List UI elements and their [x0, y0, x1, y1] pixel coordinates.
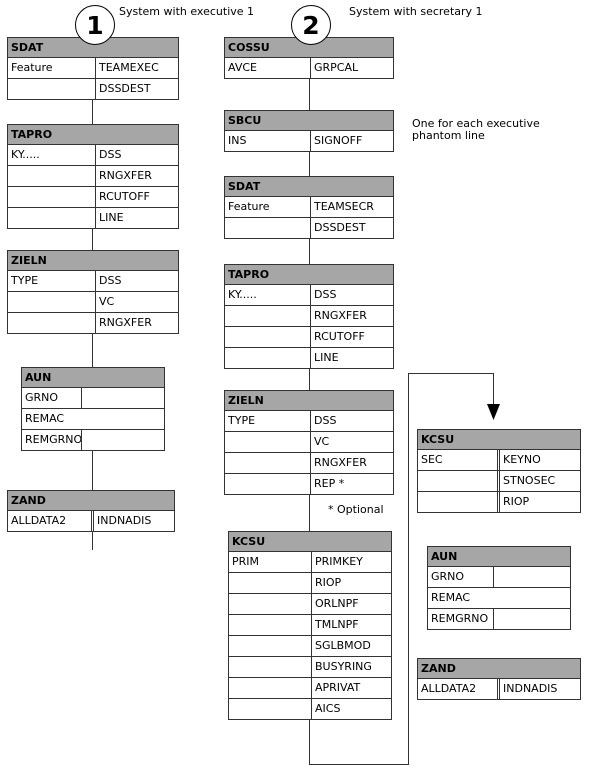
table-cell: GRNO	[25, 391, 59, 404]
table-cell	[229, 699, 311, 719]
table-row	[428, 609, 570, 629]
table-row	[225, 453, 393, 474]
table-row	[8, 292, 178, 313]
table-cell: RIOP	[311, 573, 341, 593]
table-cell	[8, 166, 95, 186]
table-sdat-exec	[7, 37, 179, 100]
table-row	[225, 58, 393, 78]
table-row	[229, 699, 391, 719]
table-row	[225, 432, 393, 453]
table-row	[8, 145, 178, 166]
table-cell: DSS	[95, 145, 121, 165]
table-cell	[225, 327, 310, 347]
table-row	[229, 678, 391, 699]
table-title: KCSU	[229, 532, 391, 552]
system-2-caption: System with secretary 1	[349, 5, 483, 18]
table-row	[418, 450, 580, 471]
table-cell: Feature	[11, 61, 53, 74]
table-cell: SEC	[421, 453, 443, 466]
table-cell	[229, 594, 311, 614]
table-cell: REMAC	[25, 412, 65, 425]
table-cell: DSS	[310, 411, 336, 431]
table-title: ZAND	[418, 659, 580, 679]
table-cell: RNGXFER	[310, 453, 367, 473]
table-row	[225, 218, 393, 238]
table-aun-exec	[21, 367, 165, 451]
table-cell	[225, 348, 310, 368]
table-cell: BUSYRING	[311, 657, 372, 677]
table-cell	[229, 678, 311, 698]
table-row	[225, 285, 393, 306]
table-row	[428, 588, 570, 609]
table-cell: PRIMKEY	[311, 552, 363, 572]
table-zieln-exec	[7, 250, 179, 334]
table-cell: APRIVAT	[311, 678, 360, 698]
table-title: TAPRO	[225, 265, 393, 285]
table-cell: ALLDATA2	[421, 682, 477, 695]
table-sbcu	[224, 110, 394, 152]
table-title: ZIELN	[225, 391, 393, 411]
table-row	[8, 271, 178, 292]
table-cell: STNOSEC	[497, 471, 555, 491]
table-title: SDAT	[8, 38, 178, 58]
system-1-circle: 1	[75, 5, 115, 45]
table-cell: TEAMSECR	[310, 197, 374, 217]
table-row	[22, 430, 164, 450]
table-row	[229, 594, 391, 615]
table-row	[418, 492, 580, 512]
table-row	[229, 636, 391, 657]
arrow-down-icon	[487, 404, 500, 420]
table-cell: TYPE	[228, 414, 256, 427]
table-cell: GRNO	[431, 570, 465, 583]
table-aun-sec	[427, 546, 571, 630]
optional-note: * Optional	[328, 503, 384, 516]
table-cell: REMGRNO	[25, 433, 83, 446]
table-title: AUN	[22, 368, 164, 388]
table-row	[225, 197, 393, 218]
table-cell: REMAC	[431, 591, 471, 604]
table-cell: TEAMEXEC	[95, 58, 159, 78]
table-cell	[8, 187, 95, 207]
table-zand-exec	[7, 490, 175, 532]
table-cell: ALLDATA2	[11, 514, 67, 527]
table-row	[225, 327, 393, 348]
table-cell	[229, 636, 311, 656]
table-cell	[225, 453, 310, 473]
system-1-caption: System with executive 1	[119, 5, 255, 18]
table-cell: AICS	[311, 699, 340, 719]
table-kcsu-sec	[417, 429, 581, 513]
table-title: ZIELN	[8, 251, 178, 271]
table-row	[418, 471, 580, 492]
connector-return	[408, 373, 409, 765]
table-tapro-exec	[7, 124, 179, 229]
table-cell: DSSDEST	[95, 79, 151, 99]
table-cell	[81, 388, 85, 408]
table-cell	[229, 615, 311, 635]
table-row	[428, 567, 570, 588]
table-cell: RNGXFER	[310, 306, 367, 326]
table-cell: TYPE	[11, 274, 39, 287]
table-title: COSSU	[225, 38, 393, 58]
table-cell	[225, 218, 310, 238]
connector-bottom	[309, 764, 409, 765]
table-cell: ORLNPF	[311, 594, 359, 614]
table-row	[418, 679, 580, 699]
table-row	[8, 313, 178, 333]
table-cell: KY.....	[228, 288, 257, 301]
system-2-circle: 2	[291, 5, 331, 45]
table-zieln-sec	[224, 390, 394, 495]
table-row	[229, 552, 391, 573]
table-cell	[493, 567, 497, 587]
table-row	[22, 409, 164, 430]
table-cell	[8, 208, 95, 228]
table-cell	[225, 474, 310, 494]
table-row	[8, 208, 178, 228]
table-row	[225, 348, 393, 368]
table-row	[8, 79, 178, 99]
table-cell	[229, 657, 311, 677]
table-zand-sec	[417, 658, 581, 700]
table-cell: SGLBMOD	[311, 636, 371, 656]
table-row	[8, 511, 174, 531]
table-cell: DSS	[95, 271, 121, 291]
table-title: KCSU	[418, 430, 580, 450]
table-cell: SIGNOFF	[310, 131, 362, 151]
table-row	[8, 58, 178, 79]
table-sdat-sec	[224, 176, 394, 239]
table-row	[229, 657, 391, 678]
table-row	[225, 131, 393, 151]
table-cell: INS	[228, 134, 247, 147]
table-cell: RNGXFER	[95, 166, 152, 186]
table-cell: LINE	[310, 348, 339, 368]
phantom-line-note: One for each executive phantom line	[412, 117, 540, 142]
table-row	[8, 187, 178, 208]
table-title: AUN	[428, 547, 570, 567]
table-cell	[8, 292, 95, 312]
table-cell	[81, 430, 85, 450]
table-cell: DSS	[310, 285, 336, 305]
table-cell: VC	[95, 292, 114, 312]
table-cell: KEYNO	[497, 450, 541, 470]
table-cell: LINE	[95, 208, 124, 228]
table-row	[225, 306, 393, 327]
table-title: SDAT	[225, 177, 393, 197]
table-cell	[225, 306, 310, 326]
table-cell: REMGRNO	[431, 612, 489, 625]
table-cell	[229, 573, 311, 593]
table-cell: DSSDEST	[310, 218, 366, 238]
table-cell: GRPCAL	[310, 58, 358, 78]
table-title: ZAND	[8, 491, 174, 511]
table-cell: RCUTOFF	[95, 187, 150, 207]
table-cell: INDNADIS	[497, 679, 557, 699]
table-cell: RIOP	[497, 492, 529, 512]
table-tapro-sec	[224, 264, 394, 369]
table-cell	[225, 432, 310, 452]
table-cell	[8, 79, 95, 99]
table-cell: REP *	[310, 474, 344, 494]
table-cell: VC	[310, 432, 329, 452]
table-kcsu-prim	[228, 531, 392, 720]
table-title: TAPRO	[8, 125, 178, 145]
table-row	[229, 573, 391, 594]
table-cell	[8, 313, 95, 333]
table-cell: RNGXFER	[95, 313, 152, 333]
table-cell	[418, 471, 497, 491]
table-row	[8, 166, 178, 187]
table-cell: RCUTOFF	[310, 327, 365, 347]
table-row	[229, 615, 391, 636]
table-cell: PRIM	[232, 555, 260, 568]
table-title: SBCU	[225, 111, 393, 131]
table-cell: INDNADIS	[91, 511, 151, 531]
table-row	[225, 411, 393, 432]
connector-top-right	[408, 373, 494, 374]
table-cell	[493, 609, 497, 629]
table-row	[22, 388, 164, 409]
table-cell	[418, 492, 497, 512]
table-cell: Feature	[228, 200, 270, 213]
table-cell: KY.....	[11, 148, 40, 161]
table-cell: TMLNPF	[311, 615, 359, 635]
table-row	[225, 474, 393, 494]
table-cell: AVCE	[228, 61, 257, 74]
